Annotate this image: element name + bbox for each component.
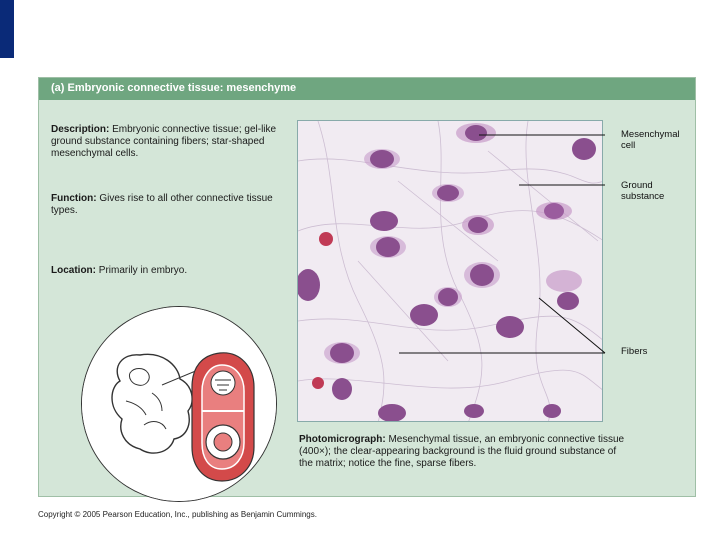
corner-accent-bar [0, 0, 14, 58]
tissue-panel [38, 77, 696, 497]
description-text: Embryonic connective tissue; gel-like ground substance containing fibers; star-shaped mesenchymal cells. [51, 124, 277, 159]
function-label: Function: [51, 193, 97, 204]
photomicrograph-caption [299, 434, 629, 470]
label-ground-substance: Ground substance [621, 180, 665, 202]
function-text: Gives rise to all other connective tissue types. [51, 193, 273, 216]
description-label: Description: [51, 124, 110, 135]
copyright-notice: Copyright © 2005 Pearson Education, Inc., publishing as Benjamin Cummings. [38, 510, 317, 519]
panel-title: (a) Embryonic connective tissue: mesenchyme [51, 82, 297, 94]
label-mesenchymal-cell: Mesenchymal cell [621, 129, 680, 151]
location-label: Location: [51, 265, 96, 276]
label-fibers: Fibers [621, 346, 648, 357]
caption-text: Mesenchymal tissue, an embryonic connective tissue (400×); the clear-appearing background is the fluid ground substance of the matrix; notice the fine, sparse fibers. [299, 434, 625, 469]
caption-label: Photomicrograph: [299, 434, 386, 445]
location-text: Primarily in embryo. [98, 265, 188, 276]
